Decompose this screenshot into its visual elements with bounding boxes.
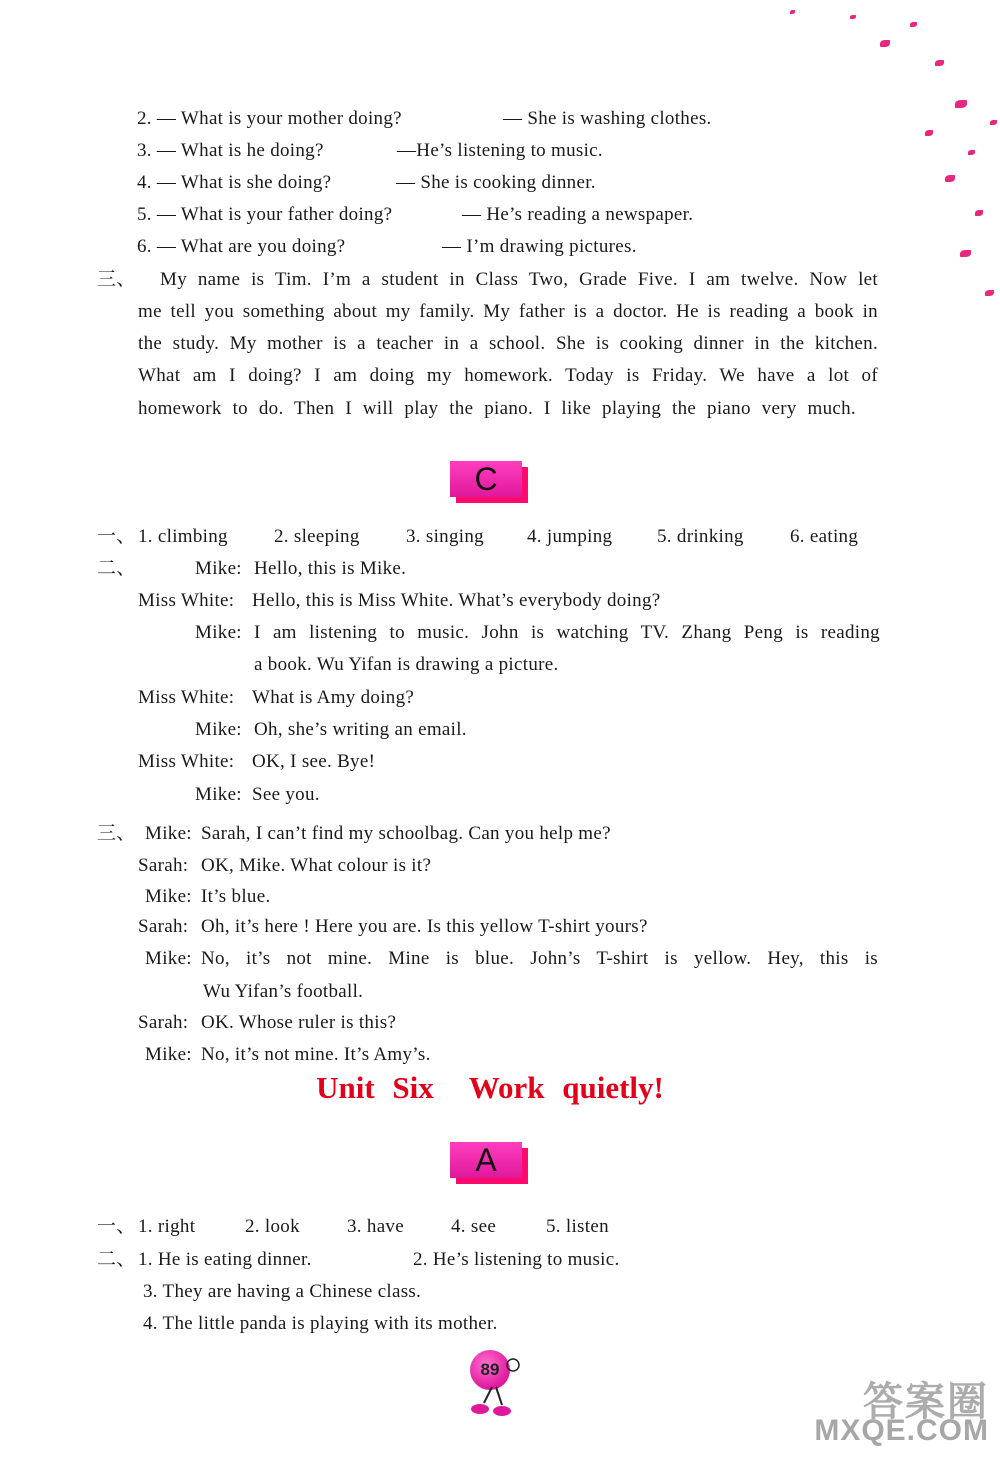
c-q2-speaker-3: Mike: <box>195 622 242 643</box>
a-q1-label: 一、 <box>97 1216 136 1237</box>
b-q2-question-3: 4. — What is she doing? <box>137 172 332 193</box>
b-q2-question-5: 6. — What are you doing? <box>137 236 346 257</box>
c-q1-item-5: 5. drinking <box>657 526 744 547</box>
b-q2-question-1: 2. — What is your mother doing? <box>137 108 402 129</box>
section-a-badge: A <box>450 1142 522 1178</box>
c-q2-speaker-7: Miss White: <box>138 751 235 772</box>
c-q2-label: 二、 <box>97 558 136 579</box>
b-q2-question-2: 3. — What is he doing? <box>137 140 324 161</box>
c-q3-speaker-1: Mike: <box>145 823 192 844</box>
c-q3-text-7: OK. Whose ruler is this? <box>201 1012 397 1033</box>
c-q3-speaker-4: Sarah: <box>138 916 189 937</box>
c-q3-text-5: No, it’s not mine. Mine is blue. John’s T-shirt is yellow. Hey, this is <box>201 948 878 969</box>
a-q2-label: 二、 <box>97 1249 136 1270</box>
c-q3-text-2: OK, Mike. What colour is it? <box>201 855 432 876</box>
c-q2-text-2: Hello, this is Miss White. What’s everybody doing? <box>252 590 661 611</box>
section-c-badge: C <box>450 461 522 497</box>
c-q2-speaker-2: Miss White: <box>138 590 235 611</box>
b-q3-label: 三、 <box>97 269 136 290</box>
c-q3-speaker-7: Sarah: <box>138 1012 189 1033</box>
c-q3-text-8: No, it’s not mine. It’s Amy’s. <box>201 1044 431 1065</box>
watermark <box>775 1370 995 1452</box>
c-q2-speaker-8: Mike: <box>195 784 242 805</box>
b-q2-answer-5: — I’m drawing pictures. <box>442 236 637 257</box>
c-q3-text-1: Sarah, I can’t find my schoolbag. Can you help me? <box>201 823 611 844</box>
c-q2-text-8: See you. <box>252 784 320 805</box>
a-q1-item-1: 1. right <box>138 1216 196 1237</box>
c-q2-text-5: What is Amy doing? <box>252 687 415 708</box>
b-q3-line-1: My name is Tim. I’m a student in Class Two, Grade Five. I am twelve. Now let <box>160 269 878 290</box>
c-q3-text-4: Oh, it’s here ! Here you are. Is this yellow T-shirt yours? <box>201 916 648 937</box>
c-q3-text-3: It’s blue. <box>201 886 271 907</box>
watermark-text-bottom: MXQE.COM <box>814 1414 989 1447</box>
c-q2-text-6: Oh, she’s writing an email. <box>254 719 467 740</box>
c-q2-speaker-6: Mike: <box>195 719 242 740</box>
c-q1-item-2: 2. sleeping <box>274 526 360 547</box>
c-q2-text-1: Hello, this is Mike. <box>254 558 407 579</box>
b-q2-answer-1: — She is washing clothes. <box>503 108 712 129</box>
a-q2-line-2: 2. He’s listening to music. <box>413 1249 620 1270</box>
c-q2-speaker-1: Mike: <box>195 558 242 579</box>
c-q3-label: 三、 <box>97 823 136 844</box>
c-q2-text-3: I am listening to music. John is watching TV. Zhang Peng is reading <box>254 622 880 643</box>
a-q2-line-1: 1. He is eating dinner. <box>138 1249 312 1270</box>
c-q3-speaker-3: Mike: <box>145 886 192 907</box>
b-q3-line-3: the study. My mother is a teacher in a school. She is cooking dinner in the kitchen. <box>138 333 878 354</box>
c-q3-speaker-5: Mike: <box>145 948 192 969</box>
a-q1-item-3: 3. have <box>347 1216 404 1237</box>
c-q2-text-4: a book. Wu Yifan is drawing a picture. <box>254 654 559 675</box>
unit-title: Unit Six Work quietly! <box>316 1070 664 1105</box>
c-q1-item-3: 3. singing <box>406 526 484 547</box>
b-q3-line-2: me tell you something about my family. My father is a doctor. He is reading a book in <box>138 301 878 322</box>
b-q2-answer-3: — She is cooking dinner. <box>396 172 596 193</box>
page-number: 89 <box>470 1350 510 1390</box>
c-q2-text-7: OK, I see. Bye! <box>252 751 376 772</box>
a-q1-item-5: 5. listen <box>546 1216 609 1237</box>
b-q3-line-5: homework to do. Then I will play the piano. I like playing the piano very much. <box>138 398 856 419</box>
c-q3-text-6: Wu Yifan’s football. <box>203 981 364 1002</box>
mascot-feet-icon <box>462 1385 532 1425</box>
a-q1-item-2: 2. look <box>245 1216 300 1237</box>
b-q2-question-4: 5. — What is your father doing? <box>137 204 393 225</box>
a-q1-item-4: 4. see <box>451 1216 497 1237</box>
a-q2-line-3: 3. They are having a Chinese class. <box>143 1281 422 1302</box>
watermark-text-top: 答案圈 <box>863 1380 989 1424</box>
b-q2-answer-2: —He’s listening to music. <box>397 140 603 161</box>
c-q3-speaker-2: Sarah: <box>138 855 189 876</box>
b-q2-answer-4: — He’s reading a newspaper. <box>462 204 694 225</box>
mascot-hand-icon <box>503 1356 525 1374</box>
c-q3-speaker-8: Mike: <box>145 1044 192 1065</box>
a-q2-line-4: 4. The little panda is playing with its mother. <box>143 1313 498 1334</box>
c-q1-item-1: 1. climbing <box>138 526 228 547</box>
c-q1-item-6: 6. eating <box>790 526 859 547</box>
b-q3-line-4: What am I doing? I am doing my homework. Today is Friday. We have a lot of <box>138 365 878 386</box>
c-q2-speaker-5: Miss White: <box>138 687 235 708</box>
c-q1-item-4: 4. jumping <box>527 526 613 547</box>
c-q1-label: 一、 <box>97 526 136 547</box>
